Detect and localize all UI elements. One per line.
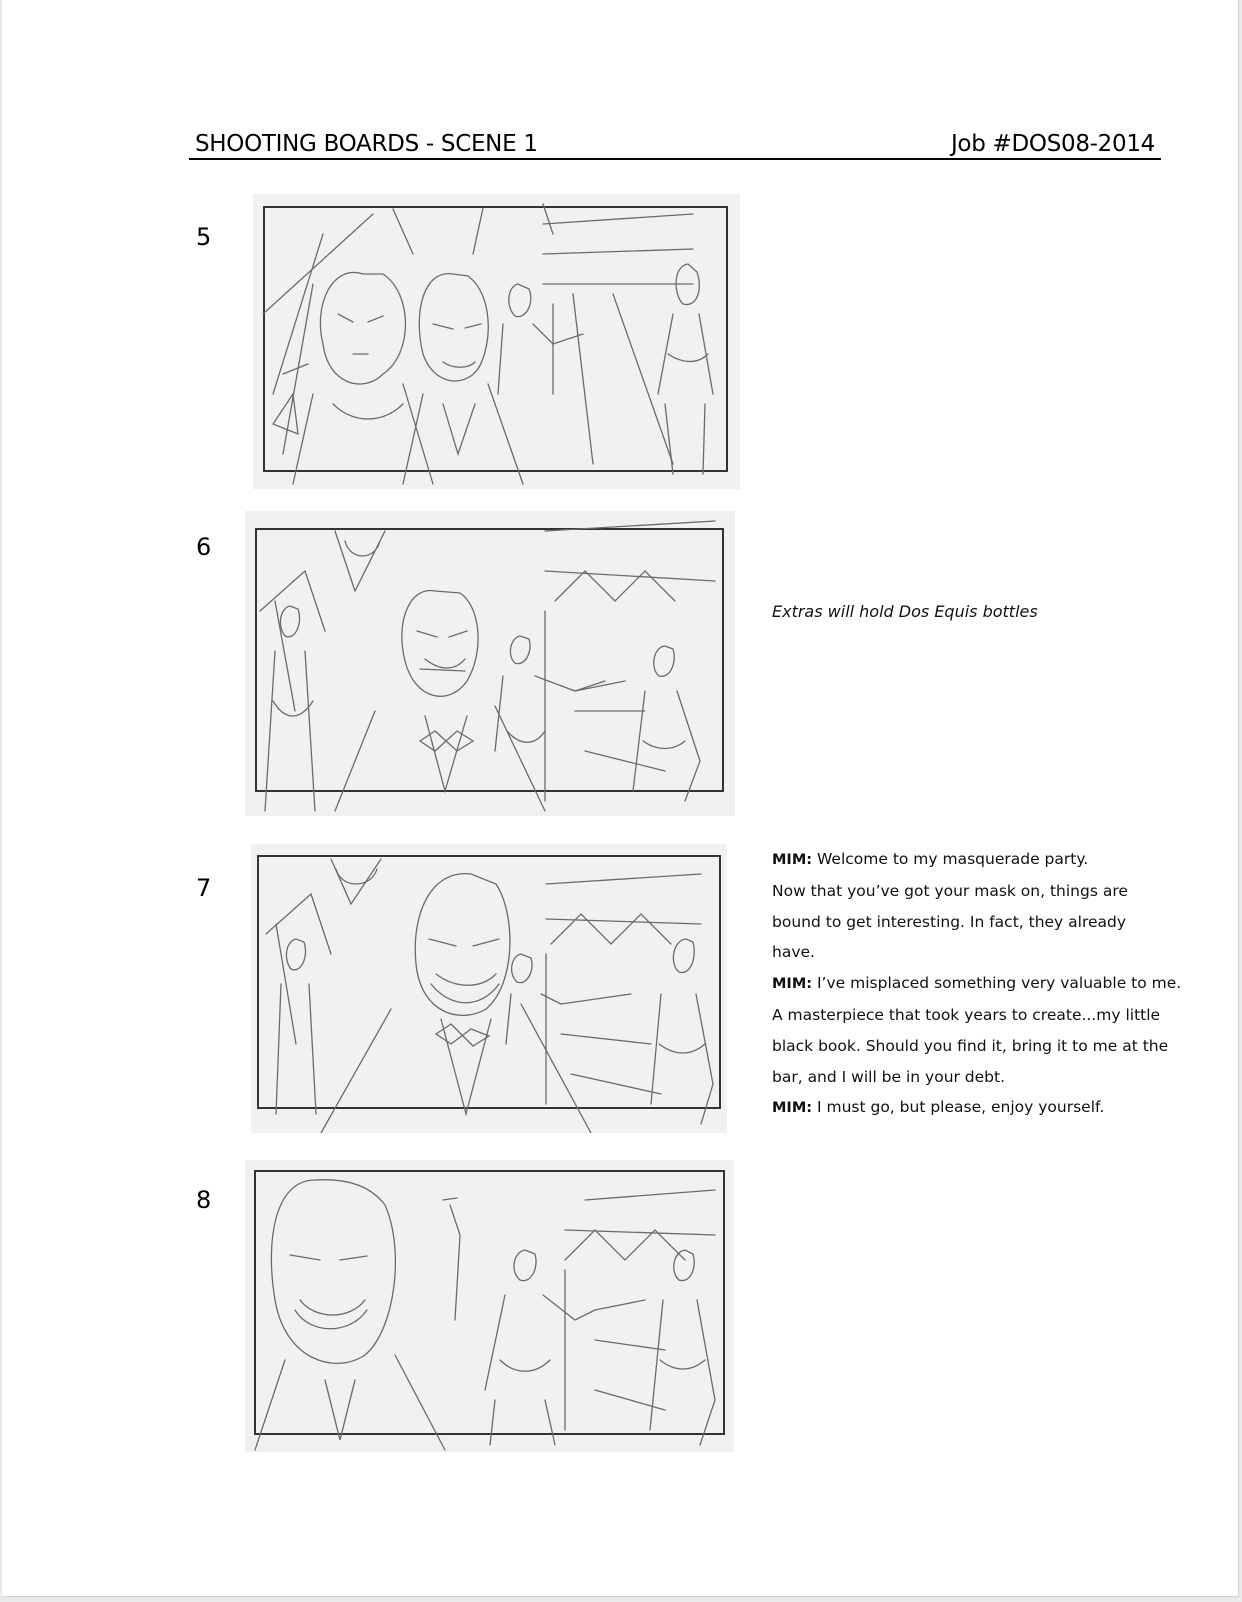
storyboard-sketch-6 bbox=[245, 511, 735, 816]
dialogue-text: black book. Should you find it, bring it to me at the bbox=[772, 1036, 1169, 1055]
dialogue-line bbox=[772, 1031, 1172, 1062]
panel-7-dialogue bbox=[772, 844, 1182, 1124]
dialogue-line bbox=[772, 1062, 1172, 1093]
dialogue-line bbox=[772, 1000, 1172, 1031]
job-number: Job #DOS08-2014 bbox=[950, 131, 1155, 157]
dialogue-text: have. bbox=[772, 943, 815, 962]
dialogue-line bbox=[772, 1092, 1172, 1124]
panel-number-6: 6 bbox=[196, 533, 212, 561]
storyboard-sketch-5 bbox=[253, 194, 740, 489]
speaker-label: MIM: bbox=[772, 976, 813, 993]
dialogue-text: I’ve misplaced something very valuable to me. bbox=[812, 974, 1182, 993]
speaker-label: MIM: bbox=[772, 1100, 813, 1117]
dialogue-line bbox=[772, 937, 1172, 968]
storyboard-sketch-8 bbox=[245, 1160, 734, 1452]
dialogue-text: bound to get interesting. In fact, they already bbox=[772, 912, 1127, 931]
dialogue-line bbox=[772, 844, 1172, 876]
panel-number-5: 5 bbox=[196, 223, 212, 251]
speaker-label: MIM: bbox=[772, 852, 813, 868]
dialogue-line bbox=[772, 968, 1182, 1000]
dialogue-text: A masterpiece that took years to create...my little bbox=[772, 1005, 1161, 1024]
dialogue-text: bar, and I will be in your debt. bbox=[772, 1067, 1006, 1086]
panel-6-note: Extras will hold Dos Equis bottles bbox=[772, 602, 1038, 621]
dialogue-text: Now that you’ve got your mask on, things are bbox=[772, 881, 1128, 900]
panel-number-7: 7 bbox=[196, 874, 212, 902]
storyboard-sketch-7 bbox=[251, 844, 727, 1133]
dialogue-line bbox=[772, 907, 1172, 938]
dialogue-line bbox=[772, 876, 1172, 907]
panel-number-8: 8 bbox=[196, 1186, 212, 1214]
document-title: SHOOTING BOARDS - SCENE 1 bbox=[195, 131, 538, 157]
dialogue-text: Welcome to my masquerade party. bbox=[812, 850, 1089, 868]
dialogue-text: I must go, but please, enjoy yourself. bbox=[812, 1098, 1105, 1117]
document-page bbox=[2, 0, 1239, 1597]
page-header bbox=[189, 128, 1161, 160]
